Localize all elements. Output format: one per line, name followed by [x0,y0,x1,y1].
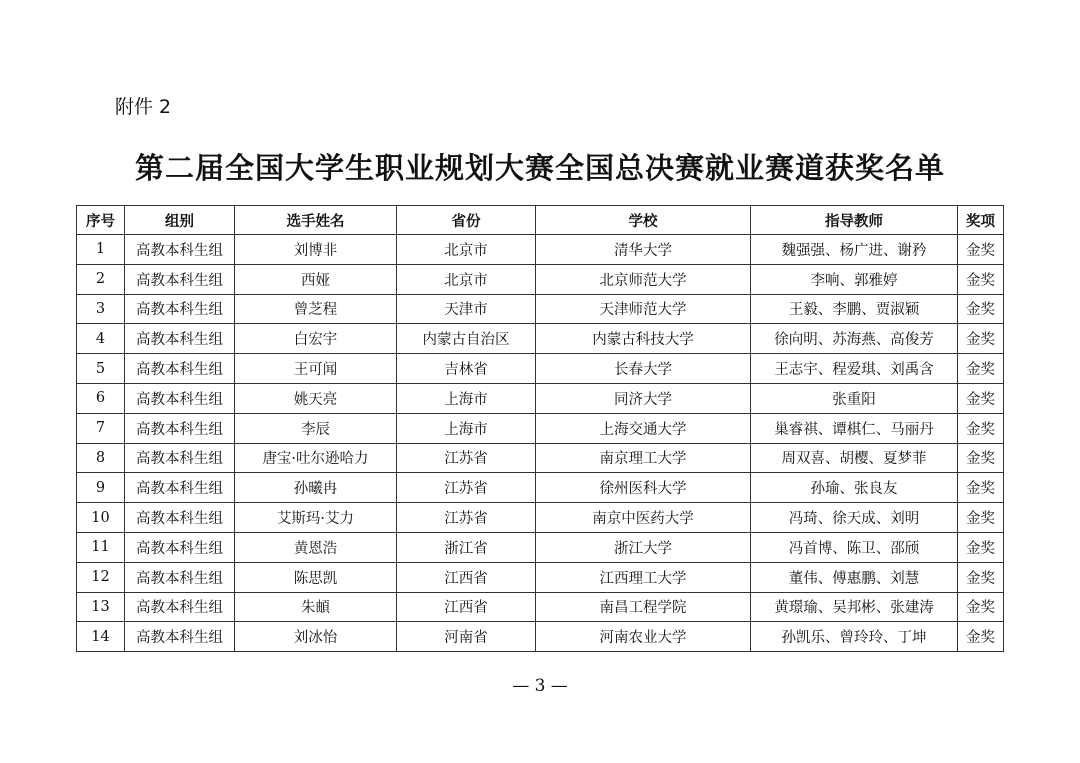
cell-province: 北京市 [397,264,536,294]
cell-province: 江西省 [397,562,536,592]
cell-group: 高教本科生组 [125,324,235,354]
cell-award: 金奖 [958,413,1004,443]
cell-award: 金奖 [958,294,1004,324]
table-row [77,473,1004,503]
table-header-row [77,206,1004,235]
cell-school: 浙江大学 [536,532,751,562]
cell-group: 高教本科生组 [125,413,235,443]
cell-contestant-name: 西娅 [235,264,397,294]
cell-index: 14 [77,622,125,652]
table-row [77,443,1004,473]
column-header-award: 奖项 [958,206,1004,235]
cell-contestant-name: 孙曦冉 [235,473,397,503]
cell-index: 3 [77,294,125,324]
cell-school: 南昌工程学院 [536,592,751,622]
cell-contestant-name: 李辰 [235,413,397,443]
cell-index: 7 [77,413,125,443]
table-row [77,354,1004,384]
cell-province: 浙江省 [397,532,536,562]
table-row [77,324,1004,354]
cell-index: 4 [77,324,125,354]
cell-group: 高教本科生组 [125,562,235,592]
cell-advisors: 徐向明、苏海燕、高俊芳 [751,324,958,354]
cell-index: 10 [77,503,125,533]
cell-school: 上海交通大学 [536,413,751,443]
cell-group: 高教本科生组 [125,354,235,384]
cell-award: 金奖 [958,532,1004,562]
cell-province: 上海市 [397,413,536,443]
cell-school: 南京理工大学 [536,443,751,473]
cell-school: 同济大学 [536,383,751,413]
cell-award: 金奖 [958,562,1004,592]
table-body [77,235,1004,652]
attachment-label: 附件 2 [115,96,172,118]
cell-contestant-name: 刘博非 [235,235,397,265]
table-row [77,294,1004,324]
cell-school: 江西理工大学 [536,562,751,592]
cell-award: 金奖 [958,354,1004,384]
cell-advisors: 冯琦、徐天成、刘明 [751,503,958,533]
cell-province: 江西省 [397,592,536,622]
cell-advisors: 黄璟瑜、吴邦彬、张建涛 [751,592,958,622]
cell-award: 金奖 [958,235,1004,265]
document-title: 第二届全国大学生职业规划大赛全国总决赛就业赛道获奖名单 [134,151,945,185]
cell-index: 9 [77,473,125,503]
cell-contestant-name: 白宏宇 [235,324,397,354]
cell-award: 金奖 [958,622,1004,652]
cell-index: 8 [77,443,125,473]
cell-advisors: 李响、郭雅婷 [751,264,958,294]
cell-contestant-name: 陈思凯 [235,562,397,592]
cell-province: 内蒙古自治区 [397,324,536,354]
cell-advisors: 巢睿祺、谭棋仁、马丽丹 [751,413,958,443]
table-row [77,622,1004,652]
cell-school: 北京师范大学 [536,264,751,294]
cell-school: 清华大学 [536,235,751,265]
column-header-contestant-name: 选手姓名 [235,206,397,235]
cell-contestant-name: 黄恩浩 [235,532,397,562]
cell-index: 2 [77,264,125,294]
cell-award: 金奖 [958,324,1004,354]
cell-contestant-name: 刘冰怡 [235,622,397,652]
cell-advisors: 王毅、李鹏、贾淑颖 [751,294,958,324]
table-row [77,264,1004,294]
cell-school: 天津师范大学 [536,294,751,324]
cell-index: 5 [77,354,125,384]
cell-group: 高教本科生组 [125,294,235,324]
column-header-group: 组别 [125,206,235,235]
cell-province: 江苏省 [397,503,536,533]
cell-school: 河南农业大学 [536,622,751,652]
cell-index: 6 [77,383,125,413]
cell-group: 高教本科生组 [125,503,235,533]
column-header-school: 学校 [536,206,751,235]
cell-contestant-name: 唐宝·吐尔逊哈力 [235,443,397,473]
cell-award: 金奖 [958,473,1004,503]
cell-award: 金奖 [958,503,1004,533]
cell-index: 12 [77,562,125,592]
cell-province: 上海市 [397,383,536,413]
cell-contestant-name: 曾芝程 [235,294,397,324]
table-row [77,235,1004,265]
cell-group: 高教本科生组 [125,383,235,413]
table-row [77,532,1004,562]
table-row [77,562,1004,592]
cell-group: 高教本科生组 [125,473,235,503]
cell-school: 长春大学 [536,354,751,384]
cell-contestant-name: 王可闻 [235,354,397,384]
page-number: — 3 — [512,676,568,696]
cell-award: 金奖 [958,443,1004,473]
awards-table [76,205,1004,652]
cell-province: 北京市 [397,235,536,265]
cell-award: 金奖 [958,264,1004,294]
table-row [77,592,1004,622]
cell-index: 13 [77,592,125,622]
cell-advisors: 孙凯乐、曾玲玲、丁坤 [751,622,958,652]
cell-index: 11 [77,532,125,562]
table-row [77,413,1004,443]
cell-school: 内蒙古科技大学 [536,324,751,354]
cell-advisors: 周双喜、胡樱、夏梦菲 [751,443,958,473]
cell-contestant-name: 朱頔 [235,592,397,622]
cell-award: 金奖 [958,592,1004,622]
column-header-province: 省份 [397,206,536,235]
cell-advisors: 魏强强、杨广进、谢矜 [751,235,958,265]
cell-contestant-name: 姚天亮 [235,383,397,413]
column-header-index: 序号 [77,206,125,235]
column-header-advisors: 指导教师 [751,206,958,235]
cell-province: 天津市 [397,294,536,324]
cell-province: 江苏省 [397,443,536,473]
table-row [77,383,1004,413]
cell-group: 高教本科生组 [125,235,235,265]
cell-award: 金奖 [958,383,1004,413]
table-row [77,503,1004,533]
cell-advisors: 孙瑜、张良友 [751,473,958,503]
cell-group: 高教本科生组 [125,592,235,622]
cell-contestant-name: 艾斯玛·艾力 [235,503,397,533]
cell-province: 河南省 [397,622,536,652]
cell-group: 高教本科生组 [125,622,235,652]
cell-advisors: 董伟、傅惠鹏、刘慧 [751,562,958,592]
cell-group: 高教本科生组 [125,443,235,473]
cell-province: 江苏省 [397,473,536,503]
cell-group: 高教本科生组 [125,264,235,294]
cell-school: 徐州医科大学 [536,473,751,503]
cell-school: 南京中医药大学 [536,503,751,533]
cell-advisors: 张重阳 [751,383,958,413]
cell-group: 高教本科生组 [125,532,235,562]
cell-advisors: 冯首博、陈卫、邵颀 [751,532,958,562]
cell-advisors: 王志宇、程爱琪、刘禹含 [751,354,958,384]
cell-province: 吉林省 [397,354,536,384]
cell-index: 1 [77,235,125,265]
